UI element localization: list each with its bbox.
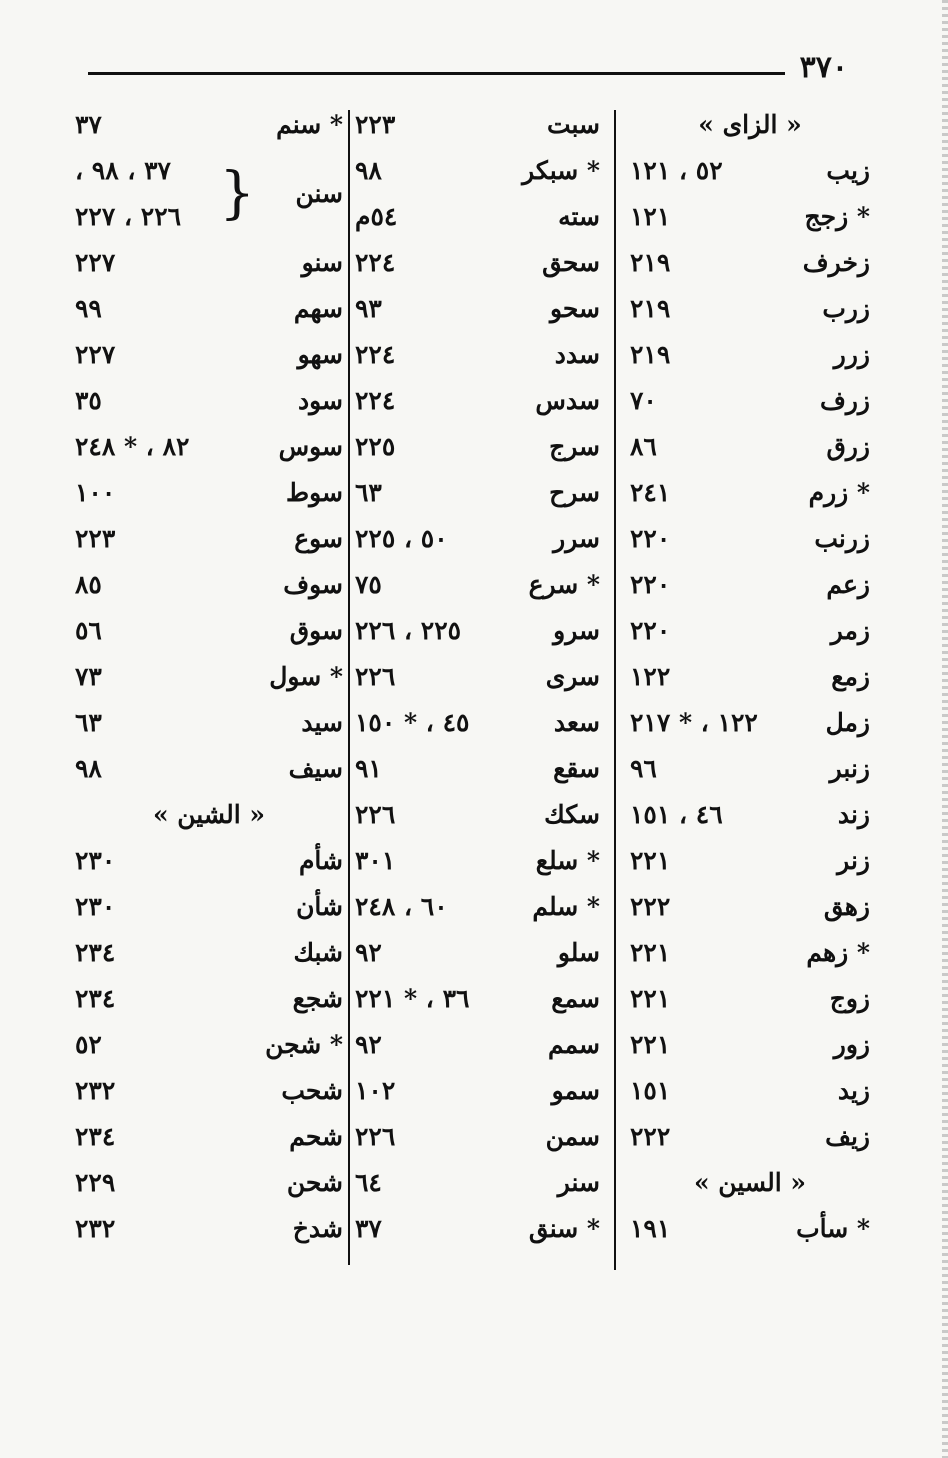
index-entry (355, 102, 600, 148)
entry-page-refs: ٦٤ (355, 1168, 382, 1197)
index-entry (75, 608, 343, 654)
entry-root: زيد (837, 1076, 870, 1105)
entry-page-refs: ٢٣٠ (75, 892, 116, 921)
entry-page-refs: ٢٣٢ (75, 1076, 116, 1105)
entry-page-refs: ٢٢٠ (630, 616, 671, 645)
entry-root: زرنب (814, 524, 870, 553)
entry-root: * زجج (804, 202, 870, 231)
index-entry (630, 424, 870, 470)
entry-root: سرح (549, 478, 600, 507)
entry-page-refs-continued: ٢٢٦ ، ٢٢٧ (75, 202, 182, 231)
entry-page-refs: ٢٢٦ (355, 662, 396, 691)
entry-root: زوج (829, 984, 870, 1013)
header-rule (88, 72, 785, 75)
entry-root: سرج (549, 432, 600, 461)
entry-page-refs: ٥٢ ، ١٢١ (630, 156, 723, 185)
index-entry (75, 1068, 343, 1114)
entry-page-refs: ١٢٢ (630, 662, 671, 691)
index-entry (75, 654, 343, 700)
page-number: ٣٧٠ (799, 50, 848, 85)
entry-root: زرر (833, 340, 870, 369)
index-entry (75, 1114, 343, 1160)
entry-page-refs: ٣٥ (75, 386, 102, 415)
index-entry (355, 654, 600, 700)
entry-page-refs: ٧٠ (630, 386, 657, 415)
entry-page-refs: ٥٤م (355, 202, 398, 231)
index-entry (355, 608, 600, 654)
entry-page-refs: ٩٦ (630, 754, 657, 783)
entry-page-refs: ٢٢٧ (75, 340, 116, 369)
entry-page-refs: ٣٠١ (355, 846, 396, 875)
entry-page-refs: ٢١٩ (630, 294, 671, 323)
entry-root: سمع (551, 984, 600, 1013)
entry-page-refs: ٢٢١ (630, 1030, 671, 1059)
entry-root: سنر (557, 1168, 600, 1197)
entry-page-refs: ٢٢٣ (75, 524, 116, 553)
index-entry (355, 884, 600, 930)
entry-page-refs: ٦٠ ، ٢٤٨ (355, 892, 448, 921)
entry-page-refs: ٢٢٤ (355, 248, 396, 277)
index-entry (355, 792, 600, 838)
entry-root: زعم (826, 570, 870, 599)
entry-root: سهم (293, 294, 343, 323)
entry-root: * سول (269, 662, 343, 691)
index-entry (75, 1206, 343, 1252)
entry-page-refs: ٩٩ (75, 294, 102, 323)
entry-root: شحب (281, 1076, 343, 1105)
index-entry (355, 240, 600, 286)
index-column-left (75, 102, 343, 1252)
entry-root: سدد (554, 340, 600, 369)
index-entry (355, 1114, 600, 1160)
index-entry (630, 1206, 870, 1252)
entry-root: سحو (550, 294, 600, 323)
index-entry (630, 148, 870, 194)
entry-root: سكك (544, 800, 600, 829)
entry-page-refs: ٥٦ (75, 616, 102, 645)
entry-page-refs: ١٢١ (630, 202, 671, 231)
entry-page-refs: ٣٧ (355, 1214, 382, 1243)
entry-page-refs: ٥٠ ، ٢٢٥ (355, 524, 448, 553)
entry-page-refs: ١٥١ (630, 1076, 671, 1105)
entry-page-refs: ٢٢٧ (75, 248, 116, 277)
entry-page-refs: ٢٢٩ (75, 1168, 116, 1197)
entry-page-refs: ٩٢ (355, 1030, 382, 1059)
index-entry (75, 562, 343, 608)
entry-root: * سأب (796, 1214, 870, 1243)
entry-root: سنو (301, 248, 343, 277)
entry-page-refs: ٤٥ ، * ١٥٠ (355, 708, 470, 737)
index-entry (355, 378, 600, 424)
entry-root: زنبر (829, 754, 870, 783)
entry-page-refs: ٢٣٤ (75, 984, 116, 1013)
index-entry (75, 424, 343, 470)
index-entry (630, 608, 870, 654)
entry-root: سحق (542, 248, 600, 277)
entry-page-refs: ٢٢١ (630, 938, 671, 967)
entry-root: * سبكر (522, 156, 600, 185)
entry-root: زيب (826, 156, 870, 185)
entry-page-refs: ١٠٠ (75, 478, 116, 507)
entry-root: سمو (551, 1076, 600, 1105)
entry-root: سوع (294, 524, 343, 553)
index-entry (75, 240, 343, 286)
entry-root: سهو (297, 340, 343, 369)
index-entry (630, 286, 870, 332)
section-heading: « الشين » (152, 800, 266, 829)
entry-page-refs: ١٢٢ ، * ٢١٧ (630, 708, 758, 737)
entry-root: زمر (830, 616, 870, 645)
entry-root: شحم (289, 1122, 343, 1151)
entry-page-refs: ٩٢ (355, 938, 382, 967)
index-entry (630, 470, 870, 516)
index-entry (355, 332, 600, 378)
entry-root: سمم (547, 1030, 600, 1059)
entry-root: شدخ (292, 1214, 343, 1243)
index-entry (630, 378, 870, 424)
entry-page-refs: ٢٢٢ (630, 892, 671, 921)
entry-root: سوس (278, 432, 343, 461)
entry-root: سوق (289, 616, 343, 645)
index-entry (75, 976, 343, 1022)
section-heading: « الزاى » (698, 110, 802, 139)
index-entry (630, 194, 870, 240)
entry-page-refs: ٢٤١ (630, 478, 671, 507)
index-entry (630, 792, 870, 838)
entry-page-refs: ١٩١ (630, 1214, 671, 1243)
entry-page-refs: ٧٣ (75, 662, 102, 691)
index-entry (75, 516, 343, 562)
index-entry (75, 1160, 343, 1206)
entry-root: سود (298, 386, 343, 415)
entry-page-refs: ٢٢٠ (630, 524, 671, 553)
index-entry (630, 562, 870, 608)
entry-page-refs: ٢٢٥ ، ٢٢٦ (355, 616, 462, 645)
entry-page-refs: ٦٣ (355, 478, 382, 507)
index-entry (75, 470, 343, 516)
entry-root: سعد (553, 708, 600, 737)
index-entry (355, 1206, 600, 1252)
index-entry (630, 976, 870, 1022)
index-entry (355, 1068, 600, 1114)
entry-page-refs: ٢٢٤ (355, 386, 396, 415)
index-entry (75, 700, 343, 746)
entry-page-refs: ٧٥ (355, 570, 382, 599)
index-entry (75, 930, 343, 976)
index-column-right (630, 102, 870, 1252)
entry-page-refs: ٩٨ (355, 156, 382, 185)
entry-root: زمع (831, 662, 870, 691)
entry-root: * زهم (806, 938, 870, 967)
index-entry (355, 286, 600, 332)
entry-root: زرف (819, 386, 870, 415)
index-entry (630, 332, 870, 378)
index-entry (355, 194, 600, 240)
entry-root: سدس (535, 386, 600, 415)
entry-page-refs: ٢٢٦ (355, 800, 396, 829)
entry-page-refs: ٦٣ (75, 708, 102, 737)
section-heading-row (75, 792, 343, 838)
entry-root: سيف (288, 754, 343, 783)
entry-page-refs: ٢١٩ (630, 248, 671, 277)
index-entry (630, 1022, 870, 1068)
entry-page-refs: ٣٧ ، ٩٨ ، (75, 156, 171, 185)
index-entry (75, 102, 343, 148)
column-divider (348, 110, 350, 1265)
index-entry (75, 148, 343, 240)
entry-root: شأن (296, 892, 343, 921)
entry-root: سبت (546, 110, 600, 139)
index-entry (630, 930, 870, 976)
index-entry (355, 516, 600, 562)
entry-root: سنن (295, 179, 343, 208)
entry-root: سوف (283, 570, 343, 599)
entry-root: * سرع (528, 570, 600, 599)
page-edge-shadow (942, 0, 948, 1458)
entry-root: سته (558, 202, 600, 231)
entry-page-refs: ٨٢ ، * ٢٤٨ (75, 432, 190, 461)
entry-root: * سنم (276, 110, 343, 139)
entry-root: زنر (837, 846, 870, 875)
entry-root: سيد (301, 708, 343, 737)
entry-root: سرر (553, 524, 600, 553)
entry-page-refs: ٩٨ (75, 754, 102, 783)
entry-page-refs: ٢٣٠ (75, 846, 116, 875)
index-entry (355, 1022, 600, 1068)
entry-root: شبك (293, 938, 343, 967)
entry-root: زمل (825, 708, 870, 737)
index-entry (630, 884, 870, 930)
entry-root: زهق (823, 892, 870, 921)
entry-page-refs: ٩٣ (355, 294, 382, 323)
entry-page-refs: ٢٢١ (630, 984, 671, 1013)
entry-root: شأم (298, 846, 343, 875)
entry-root: سرو (553, 616, 600, 645)
grouping-brace: } (219, 161, 255, 226)
entry-page-refs: ٢٢٢ (630, 1122, 671, 1151)
index-entry (355, 976, 600, 1022)
entry-root: زخرف (802, 248, 870, 277)
index-entry (630, 700, 870, 746)
entry-page-refs: ٢٣٤ (75, 1122, 116, 1151)
entry-page-refs: ٥٢ (75, 1030, 102, 1059)
entry-root: سلو (557, 938, 600, 967)
entry-root: زرق (826, 432, 870, 461)
index-entry (355, 838, 600, 884)
entry-root: * سلم (532, 892, 600, 921)
entry-page-refs: ٩١ (355, 754, 382, 783)
index-entry (355, 930, 600, 976)
index-entry (630, 746, 870, 792)
index-entry (75, 378, 343, 424)
index-entry (630, 240, 870, 286)
index-entry (355, 470, 600, 516)
index-column-middle (355, 102, 600, 1252)
index-entry (75, 746, 343, 792)
entry-root: * سلع (535, 846, 600, 875)
entry-page-refs: ٨٦ (630, 432, 657, 461)
index-entry (355, 562, 600, 608)
entry-root: زرب (822, 294, 870, 323)
index-entry (630, 838, 870, 884)
index-entry (355, 700, 600, 746)
section-heading-row (630, 1160, 870, 1206)
entry-root: * سنق (528, 1214, 600, 1243)
column-divider (614, 110, 616, 1270)
index-entry (355, 1160, 600, 1206)
entry-page-refs: ٢٢٦ (355, 1122, 396, 1151)
index-entry (75, 884, 343, 930)
index-entry (630, 654, 870, 700)
index-entry (75, 286, 343, 332)
entry-root: سوط (286, 478, 343, 507)
entry-root: شحن (286, 1168, 343, 1197)
entry-root: زند (837, 800, 870, 829)
entry-page-refs: ٢٢٣ (355, 110, 396, 139)
entry-root: زيف (825, 1122, 870, 1151)
section-heading: « السين » (693, 1168, 807, 1197)
index-entry (630, 1114, 870, 1160)
entry-page-refs: ٤٦ ، ١٥١ (630, 800, 723, 829)
index-entry (355, 424, 600, 470)
entry-page-refs: ٢٢٠ (630, 570, 671, 599)
entry-page-refs: ٢٢٥ (355, 432, 396, 461)
entry-page-refs: ٢١٩ (630, 340, 671, 369)
index-entry (355, 746, 600, 792)
entry-page-refs: ٢٢٤ (355, 340, 396, 369)
entry-page-refs: ١٠٢ (355, 1076, 396, 1105)
entry-page-refs: ٢٣٤ (75, 938, 116, 967)
index-entry (75, 1022, 343, 1068)
index-entry (630, 1068, 870, 1114)
entry-root: زور (833, 1030, 870, 1059)
entry-page-refs: ٣٦ ، * ٢٢١ (355, 984, 470, 1013)
entry-root: سرى (545, 662, 600, 691)
index-entry (75, 838, 343, 884)
entry-root: سقع (553, 754, 600, 783)
entry-root: * شجن (265, 1030, 343, 1059)
entry-page-refs: ٢٣٢ (75, 1214, 116, 1243)
entry-root: * زرم (808, 478, 870, 507)
entry-page-refs: ٢٢١ (630, 846, 671, 875)
section-heading-row (630, 102, 870, 148)
entry-root: سمن (545, 1122, 600, 1151)
index-entry (75, 332, 343, 378)
entry-root: شجع (292, 984, 343, 1013)
index-entry (630, 516, 870, 562)
entry-page-refs: ٨٥ (75, 570, 102, 599)
index-entry (355, 148, 600, 194)
entry-page-refs: ٣٧ (75, 110, 102, 139)
